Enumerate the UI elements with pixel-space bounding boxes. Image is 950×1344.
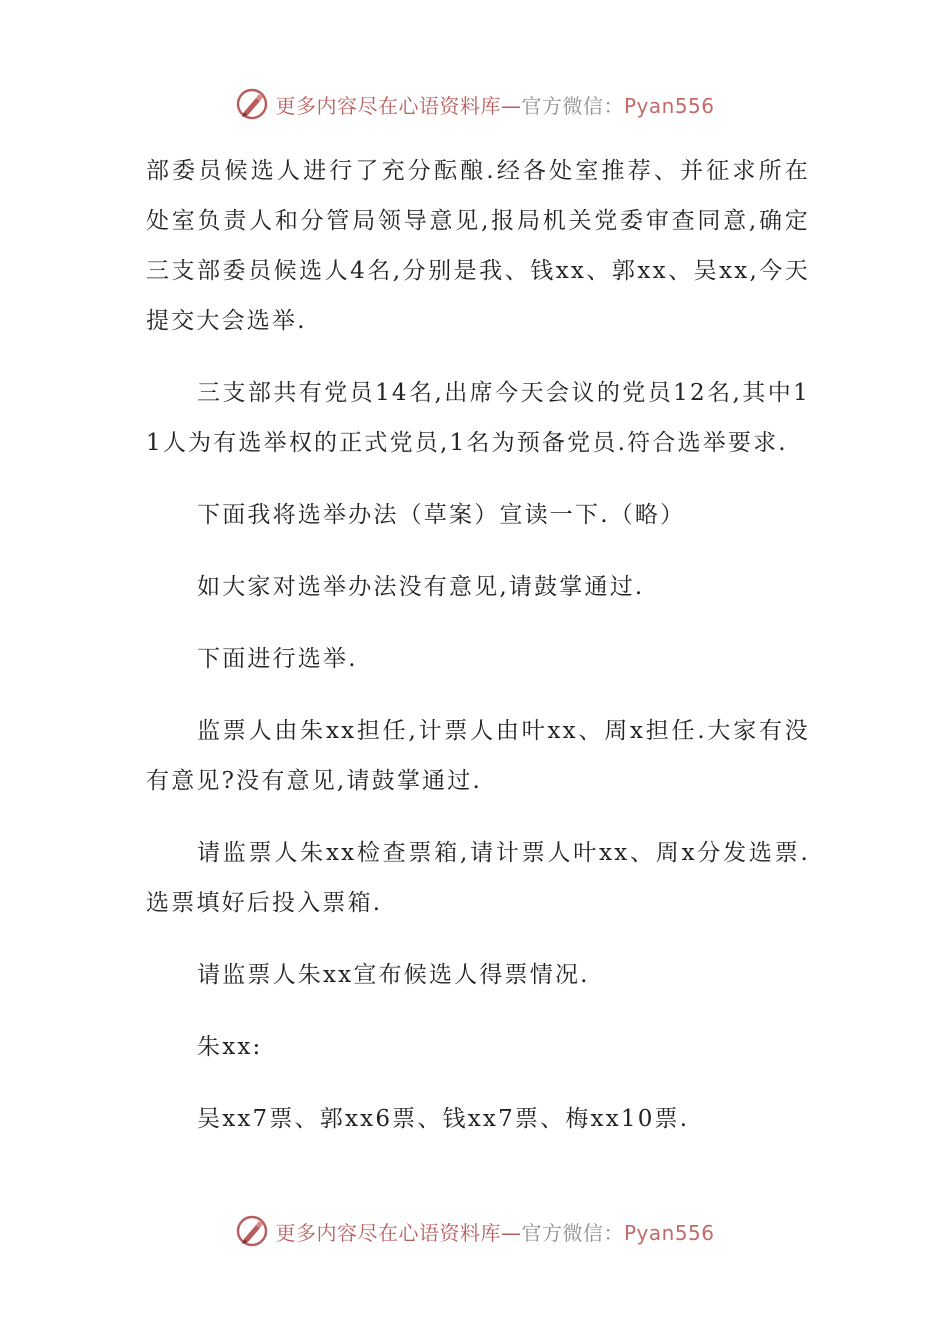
paragraph-approve-rules: 如大家对选举办法没有意见,请鼓掌通过. bbox=[197, 574, 645, 600]
paragraph-announce: 请监票人朱xx宣布候选人得票情况. bbox=[197, 962, 590, 988]
banner-text: 更多内容尽在心语资料库—官方微信：Pyan556 bbox=[275, 93, 715, 118]
footer-banner bbox=[0, 1211, 950, 1251]
paragraph-members: 三支部共有党员14名,出席今天会议的党员12名,其中11人为有选举权的正式党员,1名为预备党员.符合选举要求. bbox=[146, 380, 810, 456]
paragraph-speaker: 朱xx: bbox=[197, 1034, 263, 1060]
paragraph-candidates: 部委员候选人进行了充分酝酿.经各处室推荐、并征求所在处室负责人和分管局领导意见,报局机关党委审查同意,确定三支部委员候选人4名,分别是我、钱xx、郭xx、吴xx,今天提交大会选举. bbox=[146, 158, 810, 334]
document-body bbox=[146, 146, 810, 1144]
pen-logo-icon bbox=[235, 87, 269, 121]
paragraph-ballots: 请监票人朱xx检查票箱,请计票人叶xx、周x分发选票.选票填好后投入票箱. bbox=[146, 840, 810, 916]
banner-text: 更多内容尽在心语资料库—官方微信：Pyan556 bbox=[275, 1220, 715, 1245]
paragraph-scrutineers: 监票人由朱xx担任,计票人由叶xx、周x担任.大家有没有意见?没有意见,请鼓掌通过. bbox=[146, 718, 810, 794]
paragraph-results: 吴xx7票、郭xx6票、钱xx7票、梅xx10票. bbox=[197, 1106, 690, 1132]
paragraph-rules: 下面我将选举办法（草案）宣读一下.（略） bbox=[197, 502, 686, 528]
pen-logo-icon bbox=[235, 1214, 269, 1248]
paragraph-start-election: 下面进行选举. bbox=[197, 646, 358, 672]
header-banner bbox=[0, 84, 950, 124]
